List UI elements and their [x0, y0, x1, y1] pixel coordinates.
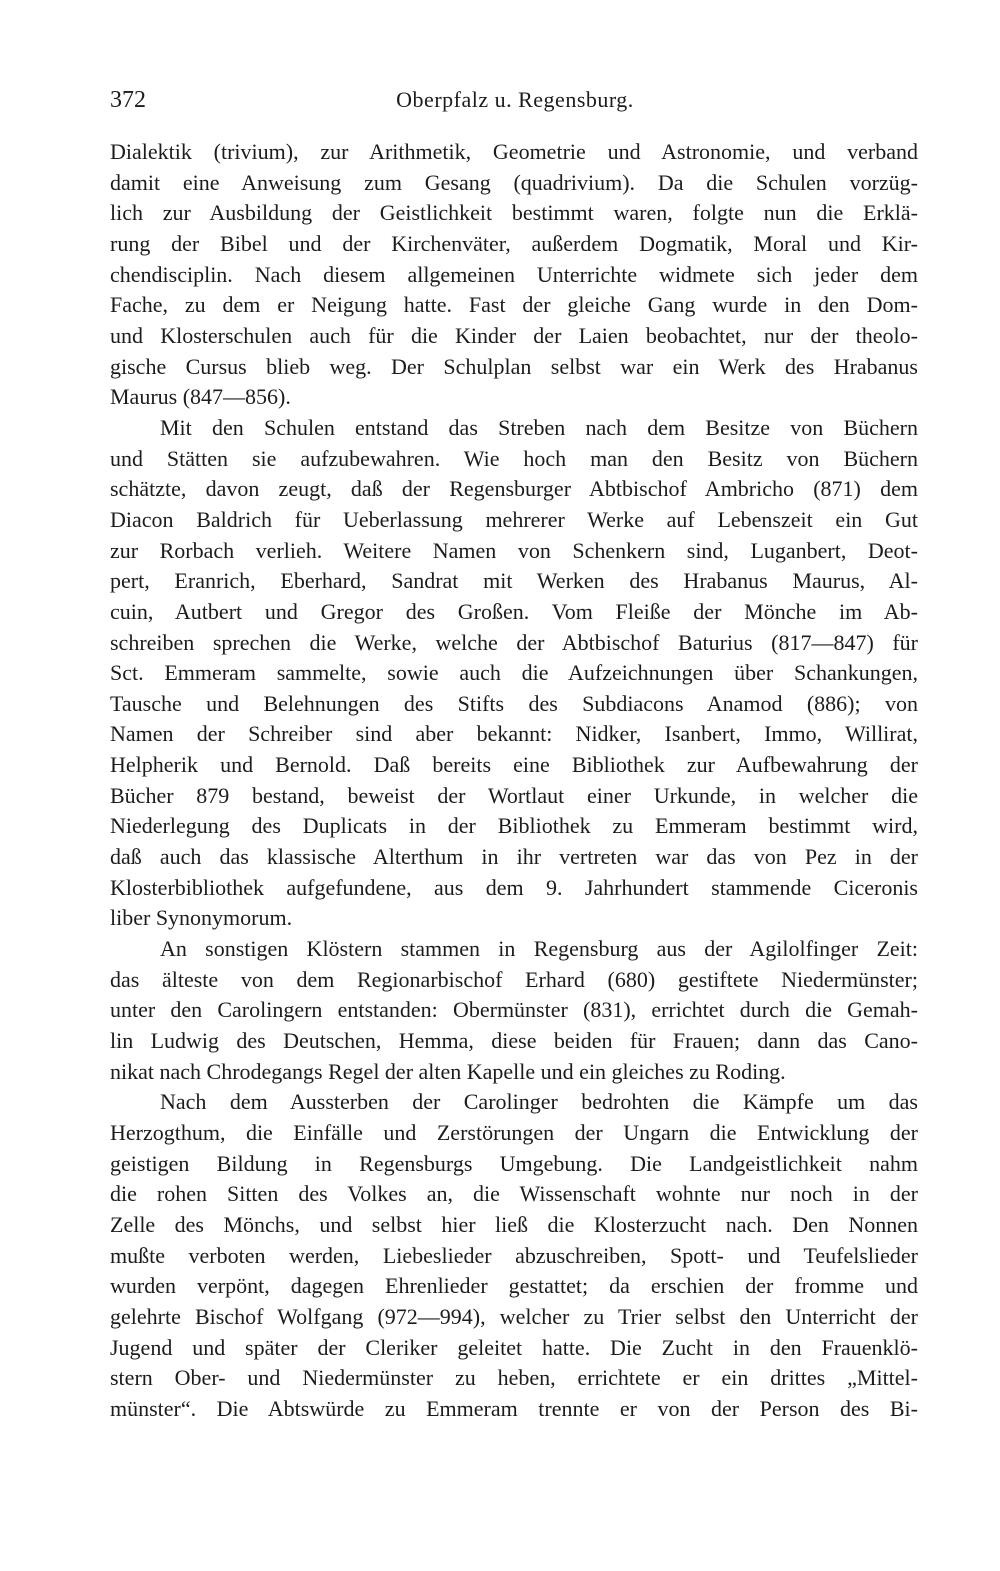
text-line: Klosterbibliothek aufgefundene, aus dem 9. Jahrhundert stammende Ciceronis: [110, 874, 918, 900]
text-line: geistigen Bildung in Regensburgs Umgebung. Die Landgeistlichkeit nahm: [110, 1150, 918, 1176]
text-line: gische Cursus blieb weg. Der Schulplan selbst war ein Werk des Hrabanus: [110, 353, 918, 379]
text-line: stern Ober- und Niedermünster zu heben, errichtete er ein drittes „Mittel-: [110, 1365, 918, 1391]
text-line: mußte verboten werden, Liebeslieder abzuschreiben, Spott- und Teufelslieder: [110, 1242, 918, 1268]
text-line: An sonstigen Klöstern stammen in Regensburg aus der Agilolfinger Zeit:: [160, 936, 918, 962]
running-head: Oberpfalz u. Regensburg.: [396, 87, 634, 112]
text-line: Diacon Baldrich für Ueberlassung mehrerer Werke auf Lebenszeit ein Gut: [110, 506, 918, 532]
text-line: schätzte, davon zeugt, daß der Regensburger Abtbischof Ambricho (871) dem: [110, 476, 918, 502]
text-line: pert, Eranrich, Eberhard, Sandrat mit Werken des Hrabanus Maurus, Al-: [110, 568, 918, 594]
text-line: Maurus (847—856).: [110, 384, 291, 410]
text-line: wurden verpönt, dagegen Ehrenlieder gestattet; da erschien der fromme und: [110, 1273, 918, 1299]
text-line: Dialektik (trivium), zur Arithmetik, Geometrie und Astronomie, und verband: [110, 139, 918, 164]
paragraph: [110, 413, 918, 934]
text-line: Bücher 879 bestand, beweist der Wortlaut einer Urkunde, in welcher die: [110, 782, 918, 808]
text-line: liber Synonymorum.: [110, 905, 293, 931]
text-line: damit eine Anweisung zum Gesang (quadrivium). Da die Schulen vorzüg-: [110, 169, 918, 195]
text-line: lich zur Ausbildung der Geistlichkeit bestimmt waren, folgte nun die Erklä-: [110, 200, 918, 226]
paragraph: [110, 934, 918, 1087]
text-line: Fache, zu dem er Neigung hatte. Fast der gleiche Gang wurde in den Dom-: [110, 292, 918, 318]
text-line: die rohen Sitten des Volkes an, die Wissenschaft wohnte nur noch in der: [110, 1181, 918, 1207]
text-line: Mit den Schulen entstand das Streben nach dem Besitze von Büchern: [160, 414, 918, 440]
text-line: schreiben sprechen die Werke, welche der Abtbischof Baturius (817—847) für: [110, 629, 918, 655]
text-line: chendisciplin. Nach diesem allgemeinen Unterrichte widmete sich jeder dem: [110, 261, 918, 287]
text-line: rung der Bibel und der Kirchenväter, außerdem Dogmatik, Moral und Kir-: [110, 230, 918, 256]
text-line: Tausche und Belehnungen des Stifts des Subdiacons Anamod (886); von: [110, 690, 918, 716]
text-line: daß auch das klassische Alterthum in ihr vertreten war das von Pez in der: [110, 844, 918, 870]
text-line: und Klosterschulen auch für die Kinder der Laien beobachtet, nur der theolo-: [110, 322, 918, 348]
text-line: und Stätten sie aufzubewahren. Wie hoch man den Besitz von Büchern: [110, 445, 918, 471]
text-line: Zelle des Mönchs, und selbst hier ließ die Klosterzucht nach. Den Nonnen: [110, 1211, 918, 1237]
text-line: Herzogthum, die Einfälle und Zerstörungen der Ungarn die Entwicklung der: [110, 1120, 918, 1145]
text-line: unter den Carolingern entstanden: Obermünster (831), errichtet durch die Gemah-: [110, 997, 918, 1023]
body-text: [110, 137, 918, 1425]
text-line: Namen der Schreiber sind aber bekannt: Nidker, Isanbert, Immo, Willirat,: [110, 721, 918, 747]
text-line: gelehrte Bischof Wolfgang (972—994), welcher zu Trier selbst den Unterricht der: [110, 1303, 918, 1329]
text-line: Niederlegung des Duplicats in der Bibliothek zu Emmeram bestimmt wird,: [110, 813, 918, 839]
text-line: lin Ludwig des Deutschen, Hemma, diese beiden für Frauen; dann das Cano-: [110, 1028, 918, 1054]
text-line: Nach dem Aussterben der Carolinger bedrohten die Kämpfe um das: [160, 1089, 918, 1115]
text-line: Jugend und später der Cleriker geleitet hatte. Die Zucht in den Frauenklö-: [110, 1334, 918, 1360]
text-line: nikat nach Chrodegangs Regel der alten Kapelle und ein gleiches zu Roding.: [110, 1058, 786, 1084]
text-line: münster“. Die Abtswürde zu Emmeram trennte er von der Person des Bi-: [110, 1395, 918, 1421]
text-line: cuin, Autbert und Gregor des Großen. Vom Fleiße der Mönche im Ab-: [110, 598, 918, 624]
text-line: Helpherik und Bernold. Daß bereits eine Bibliothek zur Aufbewahrung der: [110, 752, 918, 778]
paragraph: [110, 137, 918, 413]
text-line: zur Rorbach verlieh. Weitere Namen von Schenkern sind, Luganbert, Deot-: [110, 537, 918, 563]
text-line: das älteste von dem Regionarbischof Erhard (680) gestiftete Niedermünster;: [110, 966, 918, 992]
text-line: Sct. Emmeram sammelte, sowie auch die Aufzeichnungen über Schankungen,: [110, 660, 918, 686]
paragraph: [110, 1087, 918, 1424]
page-number: 372: [110, 87, 146, 113]
